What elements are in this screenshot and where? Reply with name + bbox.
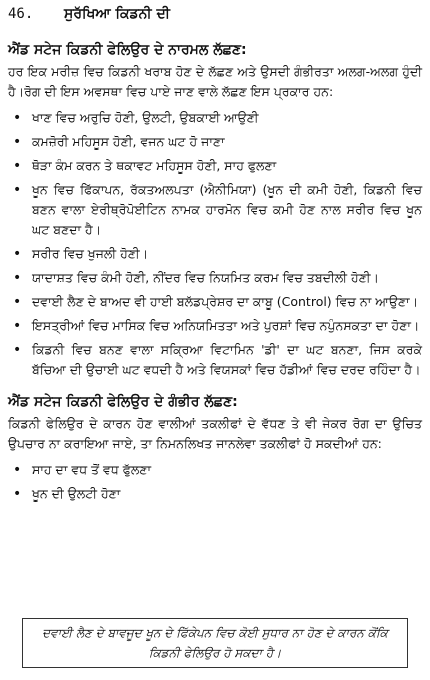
page-number: 46. <box>8 6 34 22</box>
list-item-text: ਇਸਤ੍ਰੀਆਂ ਵਿਚ ਮਾਸਿਕ ਵਿਚ ਅਨਿਯਮਿਤਤਾ ਅਤੇ ਪੁਰਸ਼ਾਂ ਵਿਚ ਨਪੁੰਨਸਕਤਾ ਦਾ ਹੋਣਾ। <box>32 318 420 333</box>
bullet-icon: • <box>13 294 22 310</box>
list-item <box>8 180 422 240</box>
list-item <box>8 108 422 128</box>
section-heading: ਐਂਡ ਸਟੇਜ ਕਿਡਨੀ ਫੇਲਿਉਰ ਦੇ ਨਾਰਮਲ ਲੱਛਣ: <box>8 42 247 58</box>
list-item <box>8 484 422 504</box>
bullet-icon: • <box>13 342 22 358</box>
bullet-icon: • <box>13 270 22 286</box>
bullet-icon: • <box>13 134 22 150</box>
list-item-text: ਦਵਾਈ ਲੈਣ ਦੇ ਬਾਅਦ ਵੀ ਹਾਈ ਬਲੱਡਪ੍ਰੇਸ਼ਰ ਦਾ ਕਾਬੂ (Control) ਵਿਚ ਨਾ ਆਉਣਾ। <box>32 294 419 309</box>
symptom-list <box>8 460 422 504</box>
running-title: ਸੁਰੱਖਿਆ ਕਿਡਨੀ ਦੀ <box>64 6 170 22</box>
list-item <box>8 244 422 264</box>
list-item <box>8 292 422 312</box>
bullet-icon: • <box>13 158 22 174</box>
list-item <box>8 460 422 480</box>
bullet-icon: • <box>13 462 22 478</box>
list-item <box>8 316 422 336</box>
page-header <box>8 6 422 28</box>
list-item <box>8 132 422 152</box>
list-item-text: ਖੂਨ ਦੀ ਉਲਟੀ ਹੋਣਾ <box>32 486 121 501</box>
list-item <box>8 268 422 288</box>
bullet-icon: • <box>13 246 22 262</box>
bullet-icon: • <box>13 110 22 126</box>
note-text: ਦਵਾਈ ਲੈਣ ਦੇ ਬਾਵਜੂਦ ਖੂਨ ਦੇ ਫਿੱਕੇਪਨ ਵਿਚ ਕੋਈ ਸੁਧਾਰ ਨਾ ਹੋਣ ਦੇ ਕਾਰਨ ਕੋਂਕਿ ਕਿਡਨੀ ਫੇਲਿਉਰ ਹੋ ਸਕਦਾ ਹੈ। <box>42 626 388 660</box>
bullet-icon: • <box>13 182 22 198</box>
bullet-icon: • <box>13 318 22 334</box>
list-item-text: ਕਮਜ਼ੋਰੀ ਮਹਿਸੂਸ ਹੋਣੀ, ਵਜਨ ਘਟ ਹੋ ਜਾਣਾ <box>32 134 225 149</box>
symptom-list <box>8 108 422 380</box>
list-item <box>8 340 422 380</box>
list-item-text: ਸਰੀਰ ਵਿਚ ਖੁਜਲੀ ਹੋਣੀ। <box>32 246 149 261</box>
list-item-text: ਯਾਦਾਸ਼ਤ ਵਿਚ ਕੰਮੀ ਹੋਣੀ, ਨੀਂਦਰ ਵਿਚ ਨਿਯਮਿਤ ਕਰਮ ਵਿਚ ਤਬਦੀਲੀ ਹੋਣੀ। <box>32 270 379 285</box>
bullet-icon: • <box>13 486 22 502</box>
section-intro: ਹਰ ਇਕ ਮਰੀਜ਼ ਵਿਚ ਕਿਡਨੀ ਖਰਾਬ ਹੋਣ ਦੇ ਲੱਛਣ ਅਤੇ ਉਸਦੀ ਗੰਭੀਰਤਾ ਅਲਗ-ਅਲਗ ਹੁੰਦੀ ਹੈ।ਰੋਗ ਦੀ ਇਸ ਅਵਸਥਾ ਵਿਚ ਪਾਏ ਜਾਣ ਵਾਲੇ ਲੱਛਣ ਇਸ ਪ੍ਰਕਾਰ ਹਨ: <box>8 64 422 99</box>
list-item-text: ਥੋੜਾ ਕੰਮ ਕਰਨ ਤੇ ਥਕਾਵਟ ਮਹਿਸੂਸ ਹੋਣੀ, ਸਾਹ ਫੁਲਣਾ <box>32 158 277 173</box>
section-heading: ਐਂਡ ਸਟੇਜ ਕਿਡਨੀ ਫੇਲਿਉਰ ਦੇ ਗੰਭੀਰ ਲੱਛਣ: <box>8 394 238 410</box>
list-item-text: ਖਾਣ ਵਿਚ ਅਰੁਚਿ ਹੋਣੀ, ਉਲਟੀ, ਉਬਕਾਈ ਆਉਣੀ <box>32 110 259 125</box>
section-intro: ਕਿਡਨੀ ਫੇਲਿਉਰ ਦੇ ਕਾਰਨ ਹੋਣ ਵਾਲੀਆਂ ਤਕਲੀਫਾਂ ਦੇ ਵੱਧਣ ਤੇ ਵੀ ਜੇਕਰ ਰੋਗ ਦਾ ਉਚਿਤ ਉਪਚਾਰ ਨਾ ਕਰਾਇਆ ਜਾਏ, ਤਾ ਨਿਮਨਲਿਖਤ ਜਾਨਲੇਵਾ ਤਕਲੀਫਾਂ ਹੋ ਸਕਦੀਆਂ ਹਨ: <box>8 416 422 451</box>
list-item-text: ਕਿਡਨੀ ਵਿਚ ਬਨਣ ਵਾਲਾ ਸਕ੍ਰਿਆ ਵਿਟਾਮਿਨ 'ਡੀ' ਦਾ ਘਟ ਬਨਣਾ, ਜਿਸ ਕਰਕੇ ਬੱਚਿਆ ਦੀ ਉਚਾਈ ਘਟ ਵਧਦੀ ਹੈ ਅਤੇ ਵਿਯਸਕਾਂ ਵਿਚ ਹੱਡੀਆਂ ਵਿਚ ਦਰਦ ਰਹਿੰਦਾ ਹੈ। <box>32 342 422 377</box>
list-item <box>8 156 422 176</box>
section-normal-symptoms <box>8 40 422 380</box>
list-item-text: ਸਾਹ ਦਾ ਵਧ ਤੋਂ ਵਧ ਫੁੱਲਣਾ <box>32 462 152 477</box>
list-item-text: ਖੂਨ ਵਿਚ ਫਿੱਕਾਪਨ, ਰੱਕਤਅਲਪਤਾ (ਐਨੀਮਿਯਾ) (ਖੂਨ ਦੀ ਕਮੀ ਹੋਣੀ, ਕਿਡਨੀ ਵਿਚ ਬਣਨ ਵਾਲਾ ਏਰੀਥ੍ਰੋਪੋਈਟਿਨ ਨਾਮਕ ਹਾਰਮੋਨ ਵਿਚ ਕਮੀ ਹੋਣ ਨਾਲ ਸਰੀਰ ਵਿਚ ਖੂਨ ਘਟ ਬਣਦਾ ਹੈ। <box>32 182 422 237</box>
section-severe-symptoms <box>8 392 422 504</box>
note-box <box>22 618 408 668</box>
